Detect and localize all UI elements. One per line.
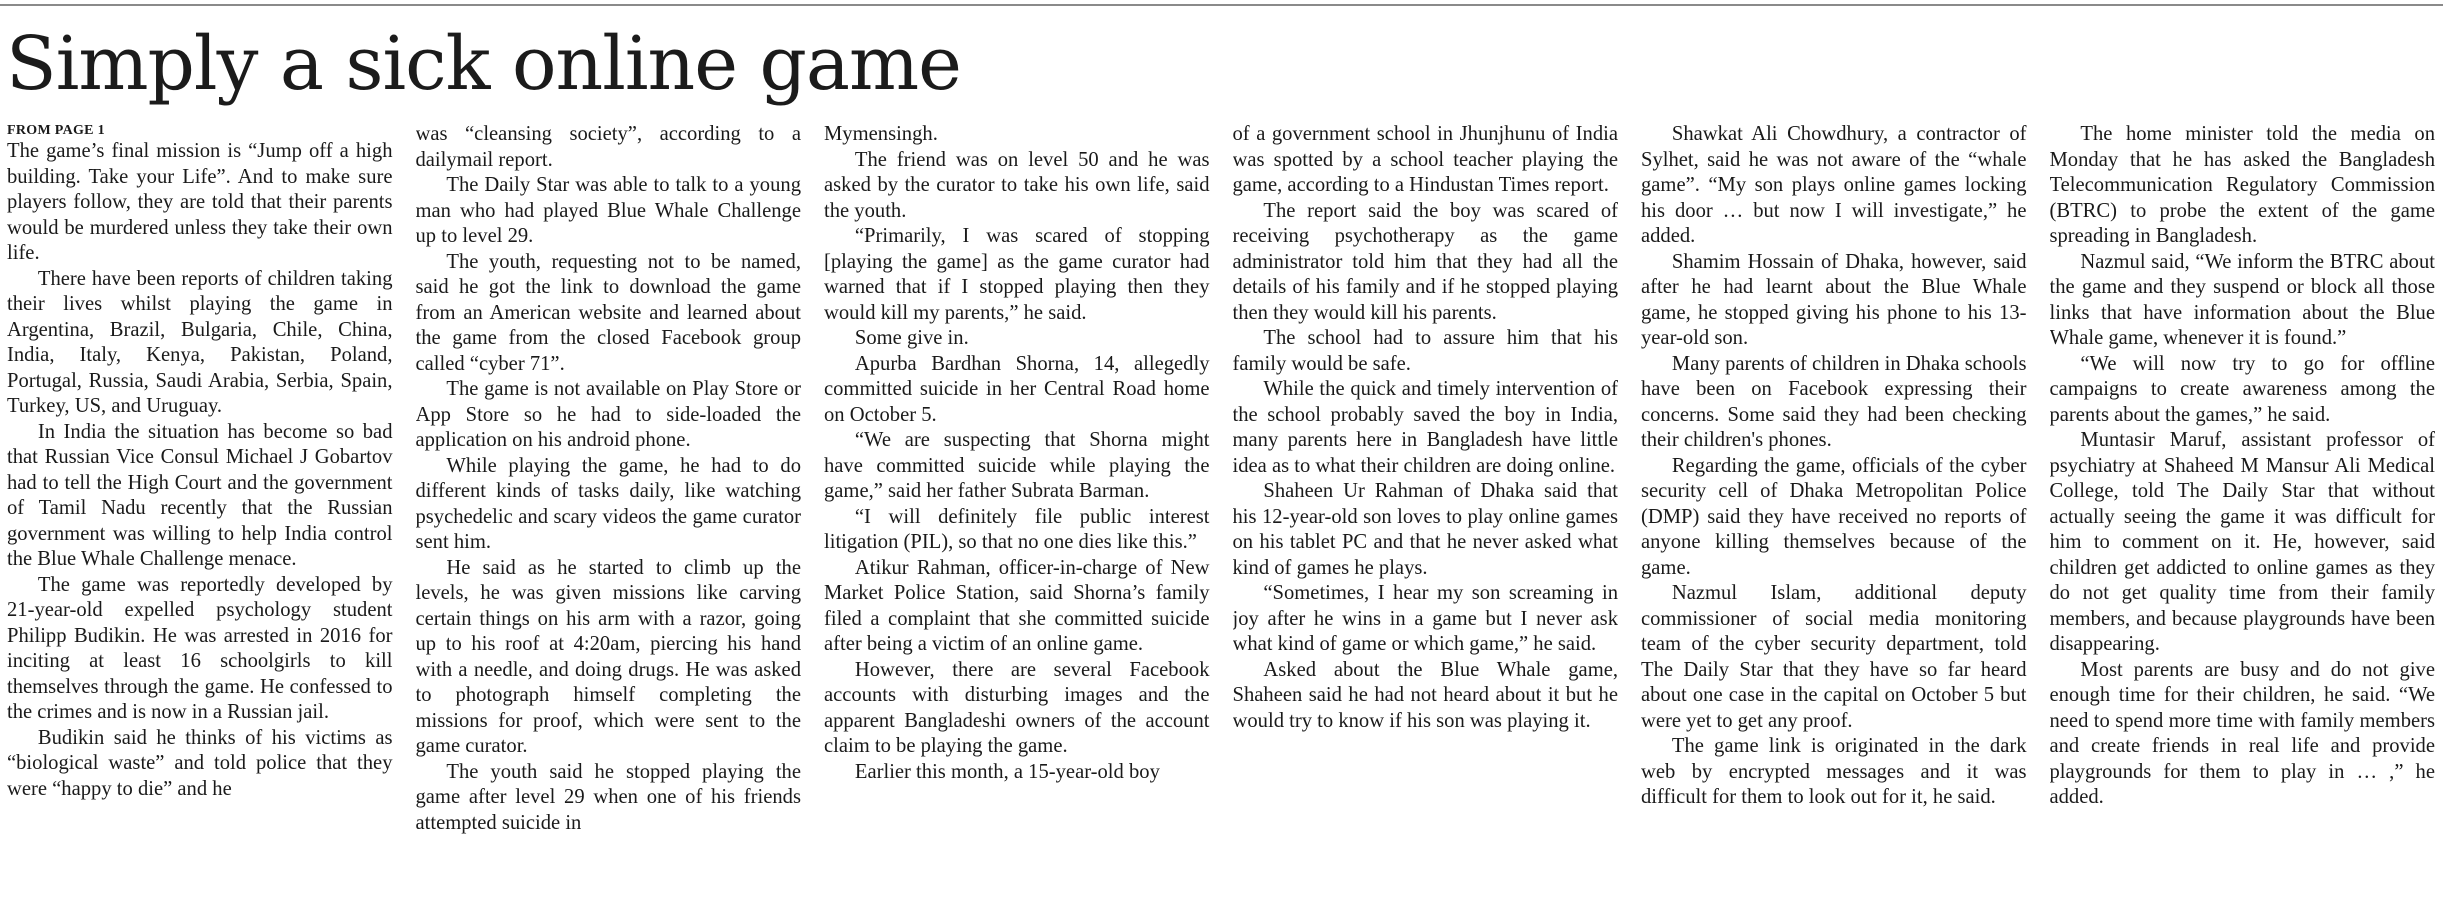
article-paragraph: The game is not available on Play Store or App Store so he had to side-loaded the application on his android phone. bbox=[415, 378, 801, 451]
article-paragraph: The game’s final mission is “Jump off a high building. Take your Life”. And to make sure players follow, they are told that their parents would be murdered unless they take their own life. bbox=[7, 140, 393, 264]
article-paragraph: of a government school in Jhunjhunu of India was spotted by a school teacher playing the game, according to a Hindustan Times report. bbox=[1232, 123, 1618, 196]
article-paragraph: Shawkat Ali Chowdhury, a contractor of Sylhet, said he was not aware of the “whale game”. “My son plays online games locking his door … but now I will investigate,” he added. bbox=[1641, 123, 2027, 247]
article-paragraph: In India the situation has become so bad that Russian Vice Consul Michael J Gobartov had to tell the High Court and the government of Tamil Nadu recently that the Russian government was willing to help India control the Blue Whale Challenge menace. bbox=[7, 420, 393, 570]
article-paragraph: Nazmul said, “We inform the BTRC about the game and they suspend or block all those links that have information about the Blue Whale game, whenever it is found.” bbox=[2049, 250, 2435, 349]
article-paragraph: “We will now try to go for offline campaigns to create awareness among the parents about the games,” he said. bbox=[2049, 352, 2435, 426]
column-3 bbox=[824, 122, 1210, 916]
column-4 bbox=[1233, 122, 1619, 916]
article-paragraph: “We are suspecting that Shorna might have committed suicide while playing the game,” said her father Subrata Barman. bbox=[824, 429, 1210, 502]
article-paragraph: The friend was on level 50 and he was asked by the curator to take his own life, said the youth. bbox=[824, 148, 1210, 222]
article-paragraph: Apurba Bardhan Shorna, 14, allegedly committed suicide in her Central Road home on October 5. bbox=[824, 352, 1210, 426]
article-paragraph: Budikin said he thinks of his victims as “biological waste” and told police that they were “happy to die” and he bbox=[7, 726, 393, 800]
article-paragraph: Many parents of children in Dhaka schools have been on Facebook expressing their concerns. Some said they had been checking their children's phones. bbox=[1641, 352, 2027, 451]
article-paragraph: Most parents are busy and do not give enough time for their children, he said. “We need to spend more time with family members and create friends in real life and provide playgrounds for them to play in … ,” he added. bbox=[2049, 658, 2435, 808]
article-paragraph: Regarding the game, officials of the cyber security cell of Dhaka Metropolitan Police (DMP) said they have received no reports of anyone killing themselves because of the game. bbox=[1641, 454, 2027, 579]
column-5 bbox=[1641, 122, 2027, 916]
article-paragraph: Nazmul Islam, additional deputy commissioner of social media monitoring team of the cyber security department, told The Daily Star that they have so far heard about one case in the capital on October 5 but were yet to get any proof. bbox=[1641, 582, 2027, 732]
article-paragraph: The Daily Star was able to talk to a young man who had played Blue Whale Challenge up to level 29. bbox=[415, 174, 801, 247]
column-6 bbox=[2050, 122, 2436, 916]
column-1 bbox=[7, 122, 393, 916]
article-paragraph: While playing the game, he had to do different kinds of tasks daily, like watching psychedelic and scary videos the game curator sent him. bbox=[415, 454, 801, 553]
article-paragraph: The school had to assure him that his family would be safe. bbox=[1232, 327, 1618, 375]
article-paragraph: The game was reportedly developed by 21-year-old expelled psychology student Philipp Budikin. He was arrested in 2016 for inciting at least 16 schoolgirls to kill themselves through the game. He confessed to the crimes and is now in a Russian jail. bbox=[7, 573, 393, 723]
column-2 bbox=[416, 122, 802, 916]
article-paragraph: Mymensingh. bbox=[824, 123, 938, 145]
article-paragraph: The home minister told the media on Monday that he has asked the Bangladesh Telecommunication Regulatory Commission (BTRC) to probe the extent of the game spreading in Bangladesh. bbox=[2049, 123, 2435, 247]
from-page-kicker: FROM PAGE 1 bbox=[7, 123, 105, 138]
article-paragraph: “Sometimes, I hear my son screaming in joy after he wins in a game but I never ask what kind of game or which game,” he said. bbox=[1232, 582, 1618, 655]
article-paragraph: However, there are several Facebook accounts with disturbing images and the apparent Bangladeshi owners of the account claim to be playing the game. bbox=[824, 658, 1210, 757]
headline: Simply a sick online game bbox=[6, 21, 961, 107]
article-paragraph: The report said the boy was scared of receiving psychotherapy as the game administrator told him that they had all the details of his family and if he stopped playing then they would kill his parents. bbox=[1232, 199, 1618, 324]
article-paragraph: Some give in. bbox=[854, 327, 969, 349]
article-paragraph: While the quick and timely intervention of the school probably saved the boy in India, many parents here in Bangladesh have little idea as to what their children are doing online. bbox=[1232, 378, 1618, 477]
top-rule bbox=[0, 4, 2443, 6]
article-paragraph: Asked about the Blue Whale game, Shaheen said he had not heard about it but he would try to know if his son was playing it. bbox=[1232, 658, 1618, 732]
article-paragraph: Atikur Rahman, officer-in-charge of New Market Police Station, said Shorna’s family filed a complaint that she committed suicide after being a victim of an online game. bbox=[824, 556, 1210, 655]
article-paragraph: The game link is originated in the dark web by encrypted messages and it was difficult for them to look out for it, he said. bbox=[1641, 735, 2027, 808]
article-paragraph: The youth, requesting not to be named, said he got the link to download the game from an American website and learned about the game from the closed Facebook group called “cyber 71”. bbox=[415, 250, 801, 375]
article-paragraph: Shaheen Ur Rahman of Dhaka said that his 12-year-old son loves to play online games on his tablet PC and that he never asked what kind of games he plays. bbox=[1232, 480, 1618, 579]
article-paragraph: was “cleansing society”, according to a dailymail report. bbox=[415, 123, 801, 171]
article-paragraph: He said as he started to climb up the levels, he was given missions like carving certain things on his arm with a razor, going up to his roof at 4:20am, piercing his hand with a needle, and doing drugs. He was asked to photograph himself completing the missions for proof, which were sent to the game curator. bbox=[415, 556, 801, 757]
article-paragraph: Muntasir Maruf, assistant professor of psychiatry at Shaheed M Mansur Ali Medical College, told The Daily Star that without actually seeing the game it was difficult for him to comment on it. He, however, said children get addicted to online games as they do not get quality time from their family members, and because playgrounds have been disappearing. bbox=[2049, 429, 2435, 655]
article-paragraph: The youth said he stopped playing the game after level 29 when one of his friends attempted suicide in bbox=[415, 760, 801, 834]
article-columns bbox=[7, 122, 2435, 916]
article-paragraph: Shamim Hossain of Dhaka, however, said after he had learnt about the Blue Whale game, he stopped giving his phone to his 13-year-old son. bbox=[1641, 250, 2027, 349]
article-paragraph: “I will definitely file public interest litigation (PIL), so that no one dies like this.” bbox=[824, 505, 1210, 553]
article-paragraph: Earlier this month, a 15-year-old boy bbox=[854, 760, 1160, 783]
article-paragraph: “Primarily, I was scared of stopping [playing the game] as the game curator had warned that if I stopped playing then they would kill my parents,” he said. bbox=[824, 225, 1210, 324]
article-paragraph: There have been reports of children taking their lives whilst playing the game in Argentina, Brazil, Bulgaria, Chile, China, India, Italy, Kenya, Pakistan, Poland, Portugal, Russia, Saudi Arabia, Serbia, Spain, Turkey, US, and Uruguay. bbox=[7, 267, 393, 417]
